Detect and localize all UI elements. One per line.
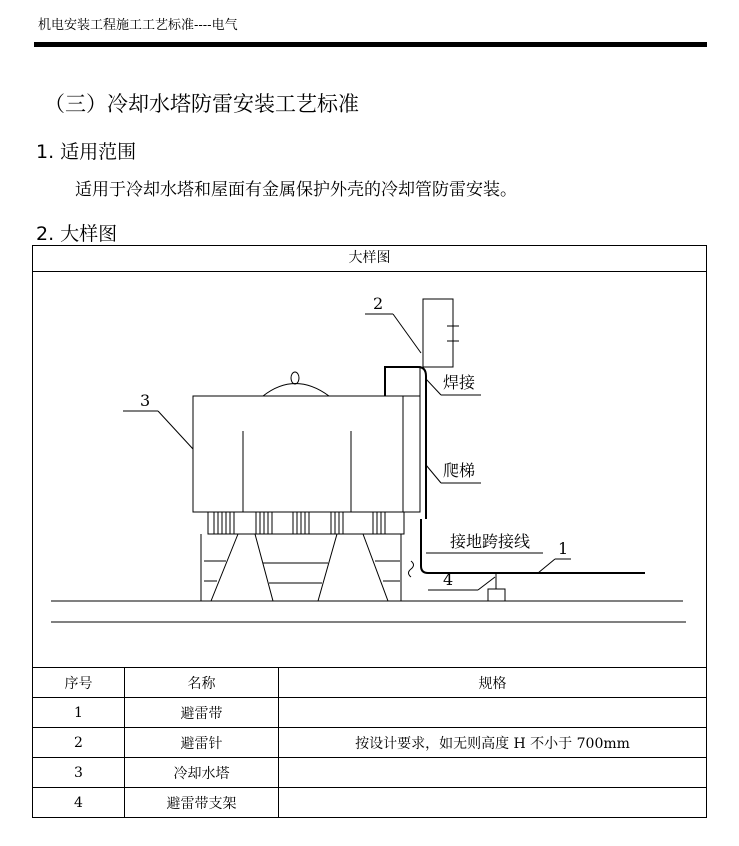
cooling-tower-drawing [33,271,706,667]
tower-legs [201,534,401,601]
row-no: 3 [33,758,125,788]
tower-body [193,396,403,512]
table-row [33,698,707,728]
section-title: （三）冷却水塔防雷安装工艺标准 [44,92,359,116]
header-spec: 规格 [279,668,707,698]
table-row [33,728,707,758]
label-3: 3 [140,391,151,410]
fan-hood [263,384,329,397]
table-header-row [33,668,707,698]
row-no: 4 [33,788,125,818]
label-weld: 焊接 [443,373,476,392]
header-name: 名称 [125,668,279,698]
label-ladder: 爬梯 [443,461,476,480]
side-rail [403,396,420,512]
header-no: 序号 [33,668,125,698]
row-no: 1 [33,698,125,728]
label-bond: 接地跨接线 [450,532,531,551]
row-name: 避雷带支架 [125,788,279,818]
row-no: 2 [33,728,125,758]
detail-figure [32,245,707,668]
detail-heading: 2. 大样图 [36,223,118,245]
louvres [208,512,404,534]
label-1: 1 [558,539,569,558]
label-2: 2 [373,294,384,313]
table-row [33,788,707,818]
scope-text: 适用于冷却水塔和屋面有金属保护外壳的冷却管防雷安装。 [75,180,517,200]
row-spec [279,698,707,728]
row-spec [279,758,707,788]
spec-table [32,667,707,818]
air-terminal-frame [423,299,453,367]
fan-cap [291,372,299,384]
label-4: 4 [443,570,454,589]
row-name: 避雷带 [125,698,279,728]
row-spec: 按设计要求，如无则高度 H 不小于 700mm [279,728,707,758]
figure-caption: 大样图 [33,246,706,272]
running-header: 机电安装工程施工工艺标准----电气 [38,18,238,33]
row-name: 避雷针 [125,728,279,758]
table-row [33,758,707,788]
row-name: 冷却水塔 [125,758,279,788]
header-rule [34,42,707,47]
row-spec [279,788,707,818]
support-base [488,589,505,601]
scope-heading: 1. 适用范围 [36,141,137,163]
